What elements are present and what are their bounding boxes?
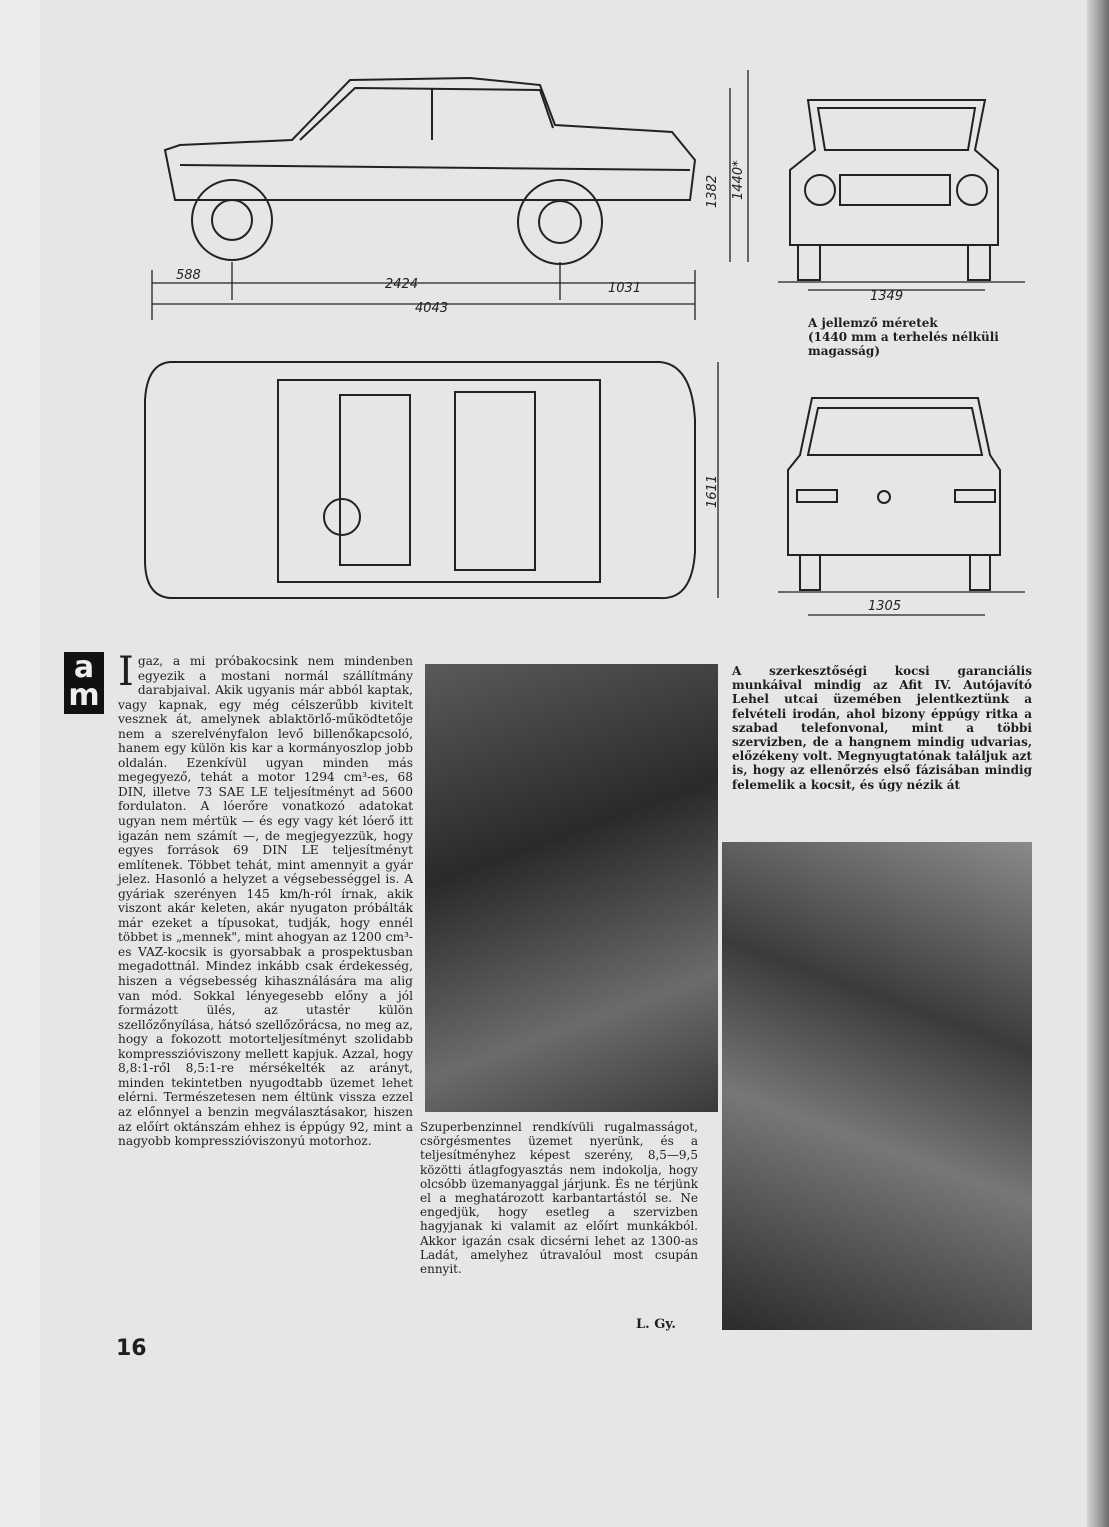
column-3-text: A szerkesztőségi kocsi garanciális munkáival mindig az Afit IV. Autójavító Lehel utcai üzemében jelentkeztünk a felvételi irodán, ahol bizony éppúgy ritka a szabad telefonvonal, mint a többi szervizben, de a hangnem mindig udvarias, előzékeny volt. Megnyugtatónak találjuk azt is, hogy az ellenőrzés első fázisában mindig felemelik a kocsit, és úgy nézik át [732,664,1032,792]
dim-1440: 1440* [731,160,746,200]
dim-1305: 1305 [868,599,902,614]
page-spine [1087,0,1109,1527]
dim-1349: 1349 [870,289,904,304]
rear-view-drawing [0,0,1060,630]
logo-letter-m: m [68,678,100,713]
photo-mechanic-at-lift [722,842,1032,1330]
dim-1382: 1382 [705,174,720,208]
dim-1611: 1611 [705,474,720,508]
column-2-text: Szuperbenzinnel rendkívüli rugalmasságot, csörgésmentes üzemet nyerünk, és a teljesítményhez képest szerény, 8,5—9,5 közötti átlagfogyasztás nem indokolja, hogy olcsóbb üzemanyaggal járjunk. És ne térjünk el a meghatározott karbantartástól se. Ne engedjük, hogy esetleg a szervizben hagyjanak ki valamit az előírt munkákból. Akkor igazán csak dicsérni lehet az 1300-as Ladát, amelyhez útravalóul most csupán ennyit. [420,1120,698,1277]
article-column-1 [118,649,413,1149]
author-signature: L. Gy. [636,1317,676,1332]
section-logo [64,652,104,714]
dim-588: 588 [176,268,201,283]
dim-1031: 1031 [608,281,642,296]
photo-caption-column [732,664,1032,792]
dim-4043: 4043 [415,301,449,316]
caption-line-1: A jellemző méretek [808,316,938,330]
caption-line-3: magasság) [808,344,880,358]
column-1-text: gaz, a mi próbakocsink nem mindenben egyezik a mostani normál szállítmány darabjaival. Akik ugyanis már abból kaptak, vagy kapnak, egy még célszerűbb kivitelt vesznek át, amelynek ablaktörlő-működtetője nem a szerelvényfalon levő billenőkapcsoló, hanem egy külön kis kar a kormányoszlop jobb oldalán. Ezenkívül ugyan minden más megegyező, tehát a motor 1294 cm³-es, 68 DIN, illetve 73 SAE LE teljesítményt ad 5600 fordulaton. A lóerőre vonatkozó adatokat ugyan nem mértük — és egy vagy két lóerő itt igazán nem számít —, de megjegyezzük, hogy egyes források 69 DIN LE teljesítményt említenek. Többet tehát, mint amennyit a gyár jelez. Hasonló a helyzet a végsebességgel is. A gyáriak szerényen 145 km/h-ról írnak, akik viszont akár keleten, akár nyugaton próbálták már ezeket a típusokat, tudják, hogy ennél többet is „mennek", mint ahogyan az 1200 cm³-es VAZ-kocsik is gyorsabbak a prospektusban megadottnál. Mindez inkább csak érdekesség, hiszen a végsebesség kihasználására ma alig van mód. Sokkal lényegesebb előny a jól formázott ülés, az utastér külön szellőzőnyílása, hátsó szellőzőrácsa, no meg az, hogy a fokozott motorteljesítményt szolidabb kompresszióviszony mellett kapjuk. Azzal, hogy 8,8:1-ről 8,5:1-re mérsékelték az arányt, minden tekintetben nyugodtabb üzemet lehet elérni. Természetesen nem éltünk vissza ezzel az előnnyel a benzin megválasztásakor, hiszen az előírt oktánszám ehhez is éppúgy 92, mint a nagyobb kompresszióviszonyú motorhoz. [118,654,413,1149]
article-column-2 [420,1120,698,1276]
dim-2424: 2424 [385,277,419,292]
caption-line-2: (1440 mm a terhelés nélküli [808,330,999,344]
logo-letter-a: a [73,650,95,685]
page-number: 16 [116,1336,147,1361]
photo-man-on-telephone [425,664,718,1112]
drop-cap: I [118,649,134,695]
